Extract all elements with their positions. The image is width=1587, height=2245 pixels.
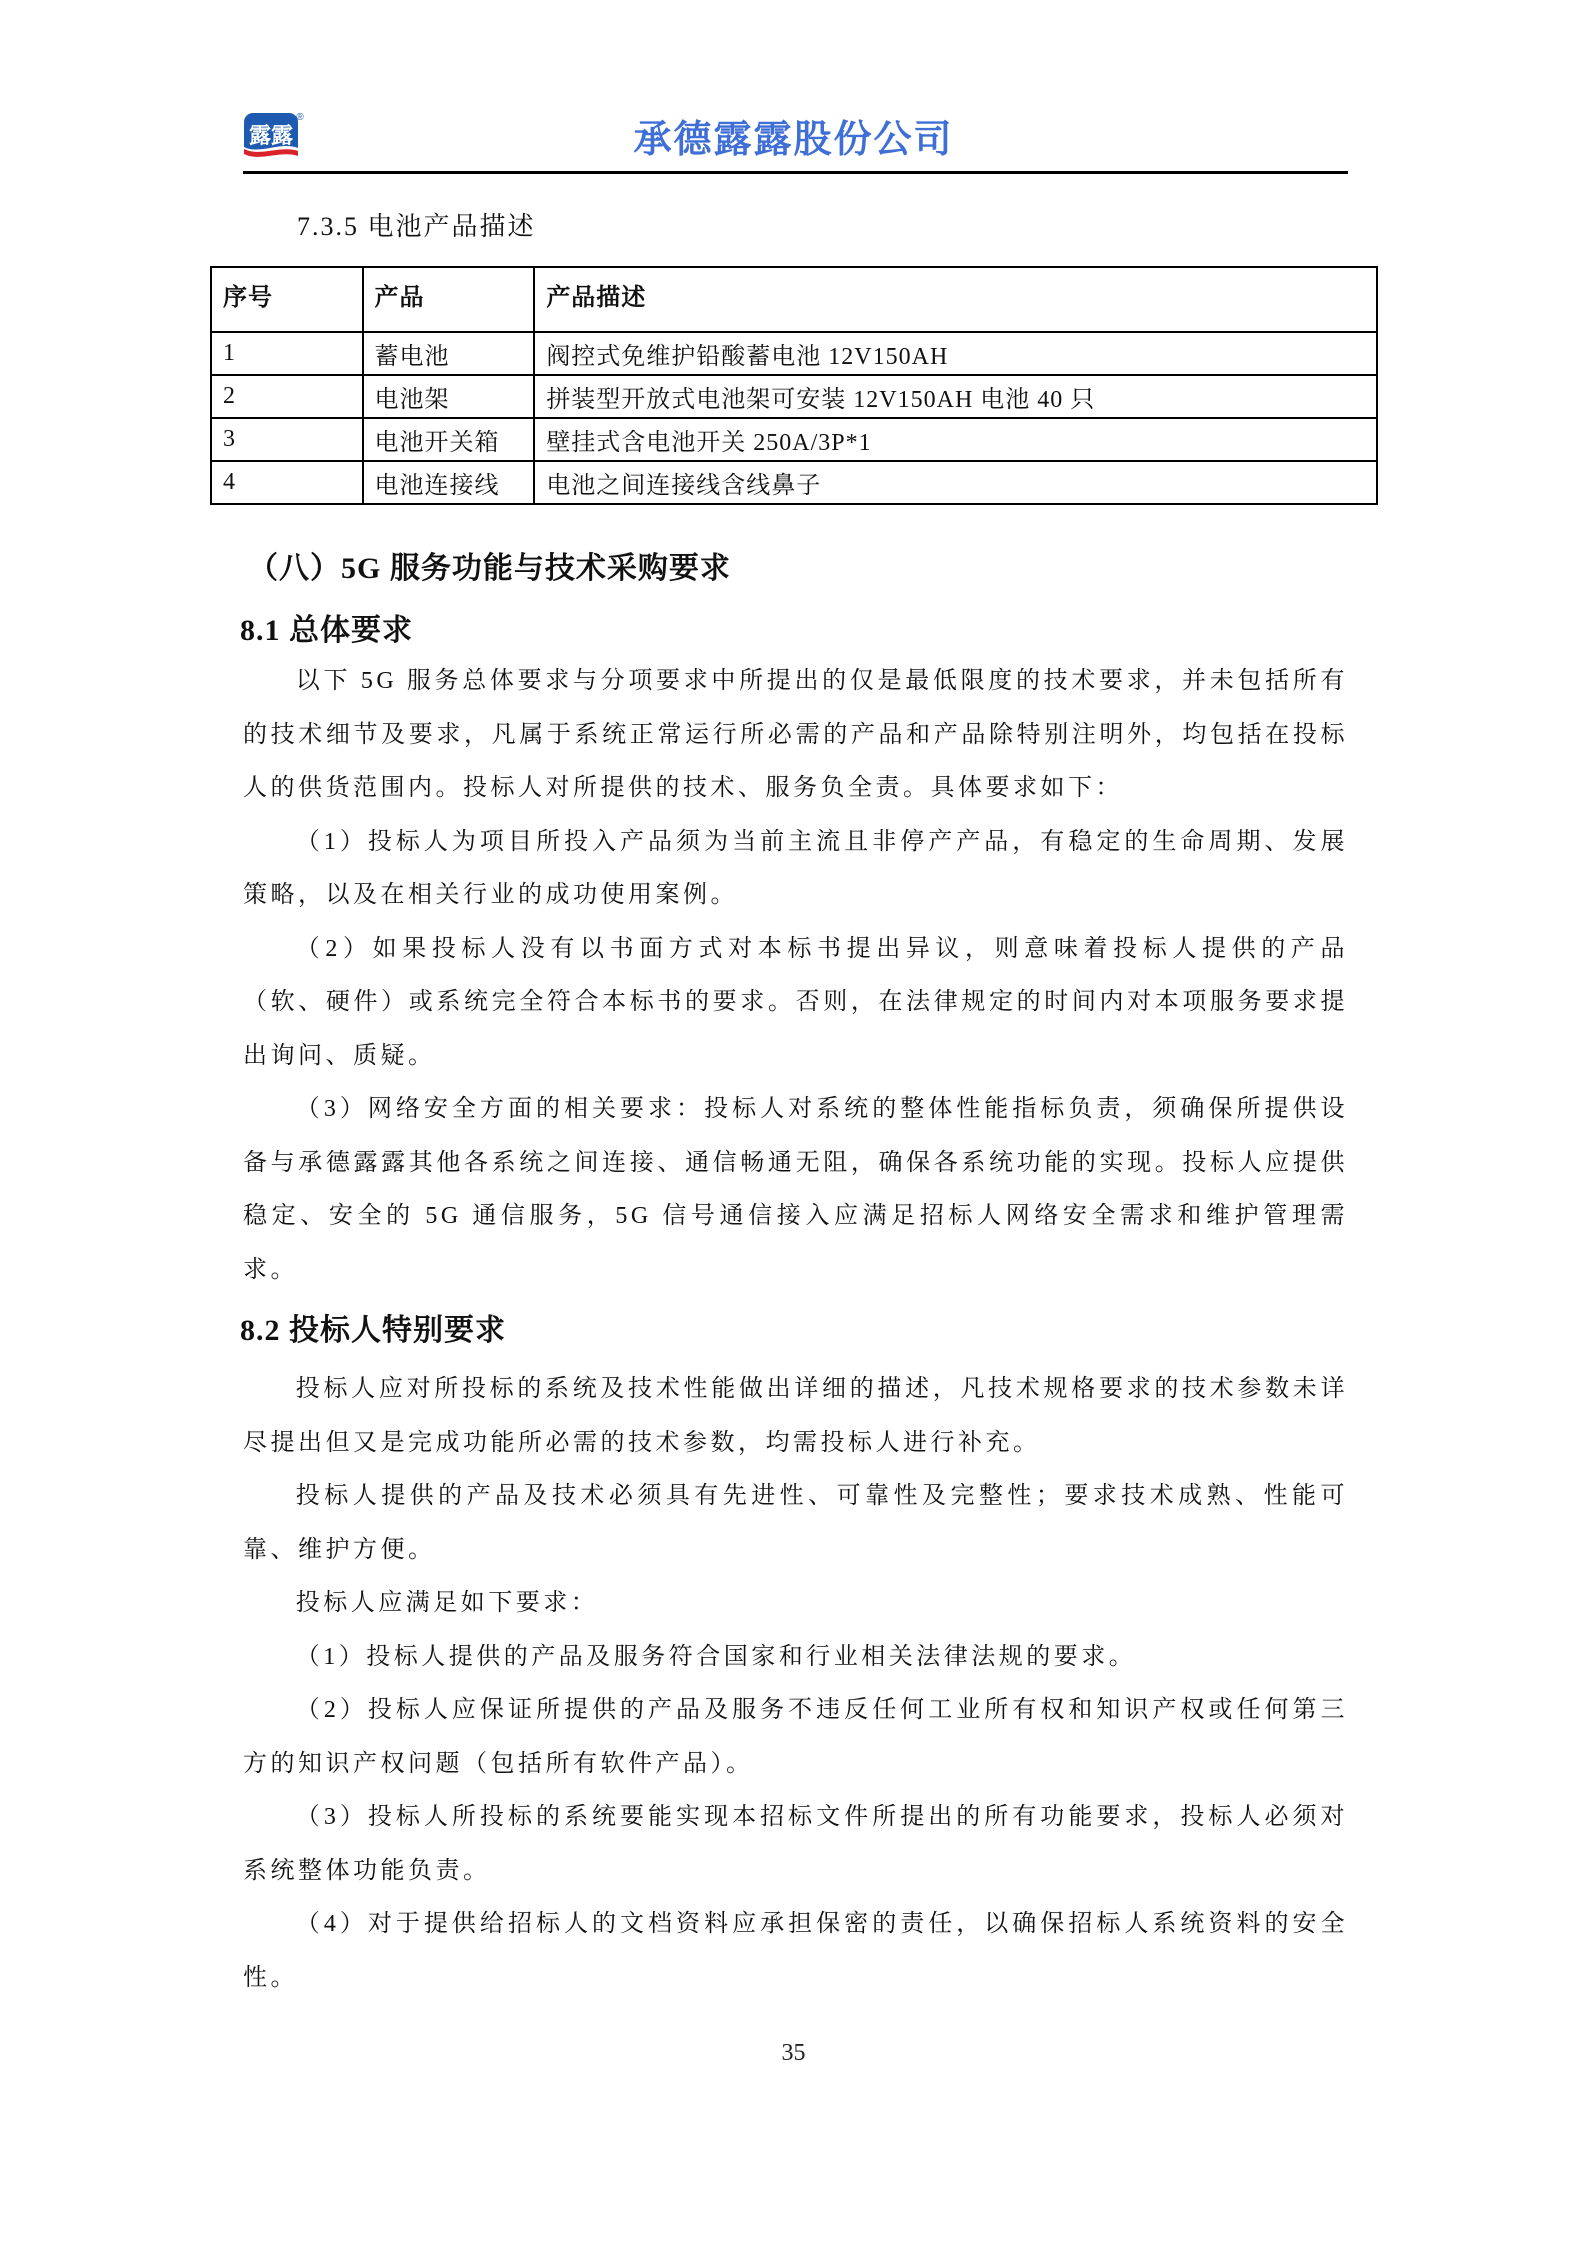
paragraph: （1）投标人为项目所投入产品须为当前主流且非停产产品，有稳定的生命周期、发展策略，以及在相关行业的成功使用案例。 xyxy=(243,828,1348,908)
paragraph: （1）投标人提供的产品及服务符合国家和行业相关法律法规的要求。 xyxy=(295,1643,1137,1670)
company-name: 承德露露股份公司 xyxy=(633,119,954,161)
cell-desc: 拼装型开放式电池架可安装 12V150AH 电池 40 只 xyxy=(534,375,1377,418)
table-row xyxy=(211,461,1377,504)
heading-8-1: 8.1 总体要求 xyxy=(240,614,413,647)
paragraph: （2）如果投标人没有以书面方式对本标书提出异议，则意味着投标人提供的产品（软、硬件）或系统完全符合本标书的要求。否则，在法律规定的时间内对本项服务要求提出询问、质疑。 xyxy=(243,935,1348,1069)
section-8-2-body xyxy=(243,1363,1348,2005)
table-header-row xyxy=(211,267,1377,332)
heading-7-3-5: 7.3.5 电池产品描述 xyxy=(297,212,536,241)
cell-no: 1 xyxy=(211,332,363,375)
cell-desc: 壁挂式含电池开关 250A/3P*1 xyxy=(534,418,1377,461)
paragraph: 以下 5G 服务总体要求与分项要求中所提出的仅是最低限度的技术要求，并未包括所有的技术细节及要求，凡属于系统正常运行所必需的产品和产品除特别注明外，均包括在投标人的供货范围内。投标人对所提供的技术、服务负全责。具体要求如下： xyxy=(243,668,1348,801)
cell-desc: 阀控式免维护铅酸蓄电池 12V150AH xyxy=(534,332,1377,375)
cell-no: 3 xyxy=(211,418,363,461)
paragraph: 投标人应满足如下要求： xyxy=(295,1590,599,1616)
column-header-no: 序号 xyxy=(211,267,363,332)
cell-desc: 电池之间连接线含线鼻子 xyxy=(534,461,1377,504)
cell-product: 电池开关箱 xyxy=(363,418,535,461)
heading-section-8: （八）5G 服务功能与技术采购要求 xyxy=(248,552,731,585)
lulu-logo-icon xyxy=(243,110,305,168)
paragraph: （2）投标人应保证所提供的产品及服务不违反任何工业所有权和知识产权或任何第三方的知识产权问题（包括所有软件产品）。 xyxy=(243,1697,1348,1777)
paragraph: （4）对于提供给招标人的文档资料应承担保密的责任，以确保招标人系统资料的安全性。 xyxy=(243,1911,1348,1991)
table-row xyxy=(211,375,1377,418)
section-8-1-body xyxy=(243,655,1348,1297)
company-logo xyxy=(243,110,305,168)
cell-product: 电池连接线 xyxy=(363,461,535,504)
battery-products-table xyxy=(210,266,1378,505)
cell-no: 4 xyxy=(211,461,363,504)
column-header-product: 产品 xyxy=(363,267,535,332)
heading-8-2: 8.2 投标人特别要求 xyxy=(240,1314,506,1347)
paragraph: （3）投标人所投标的系统要能实现本招标文件所提出的所有功能要求，投标人必须对系统整体功能负责。 xyxy=(243,1804,1348,1884)
page-number: 35 xyxy=(781,2040,806,2066)
paragraph: 投标人应对所投标的系统及技术性能做出详细的描述，凡技术规格要求的技术参数未详尽提出但又是完成功能所必需的技术参数，均需投标人进行补充。 xyxy=(243,1376,1348,1456)
column-header-desc: 产品描述 xyxy=(534,267,1377,332)
cell-product: 电池架 xyxy=(363,375,535,418)
table-row xyxy=(211,332,1377,375)
paragraph: 投标人提供的产品及技术必须具有先进性、可靠性及完整性；要求技术成熟、性能可靠、维护方便。 xyxy=(243,1483,1348,1563)
paragraph: （3）网络安全方面的相关要求：投标人对系统的整体性能指标负责，须确保所提供设备与承德露露其他各系统之间连接、通信畅通无阻，确保各系统功能的实现。投标人应提供稳定、安全的 5G 通信服务，5G 信号通信接入应满足招标人网络安全需求和维护管理需求。 xyxy=(243,1096,1348,1283)
table-row xyxy=(211,418,1377,461)
registered-mark-icon: ® xyxy=(296,112,304,123)
logo-text: 露露 xyxy=(248,123,294,148)
cell-no: 2 xyxy=(211,375,363,418)
cell-product: 蓄电池 xyxy=(363,332,535,375)
header-divider xyxy=(243,171,1348,174)
